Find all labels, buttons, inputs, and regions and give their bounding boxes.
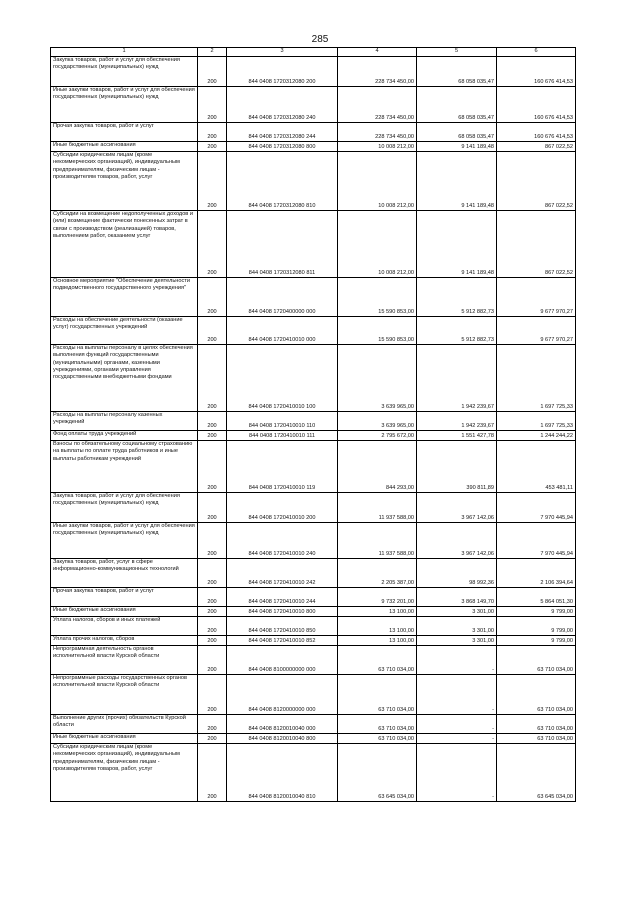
header-col-3: 3 [227, 48, 338, 57]
page-number: 285 [311, 34, 329, 45]
table-header-row [51, 48, 576, 57]
row-remaining-amount-cell: 7 970 445,94 [497, 523, 576, 559]
row-admin-code-cell: 200 [198, 123, 227, 142]
row-admin-code-cell: 200 [198, 617, 227, 636]
row-admin-code-cell: 200 [198, 142, 227, 152]
row-budget-code-cell: 844 0408 1720410010 244 [227, 588, 338, 607]
row-name-cell: Иные бюджетные ассигнования [51, 734, 198, 744]
table-row [51, 607, 576, 617]
row-name-cell: Иные закупки товаров, работ и услуг для обеспечения государственных (муниципальных) нужд [51, 523, 198, 559]
table-row [51, 646, 576, 675]
row-name-cell: Расходы на выплаты персоналу казенных учреждений [51, 412, 198, 431]
row-name-cell: Взносы по обязательному социальному страхованию на выплаты по оплате труда работников и иные выплаты работникам учреждений [51, 441, 198, 493]
row-budget-code-cell: 844 0408 1720410010 000 [227, 317, 338, 345]
row-name-cell: Расходы на обеспечение деятельности (оказание услуг) государственных учреждений [51, 317, 198, 345]
row-budget-code-cell: 844 0408 1720400000 000 [227, 278, 338, 317]
table-row [51, 211, 576, 278]
table-row [51, 87, 576, 123]
row-remaining-amount-cell: 9 799,00 [497, 636, 576, 646]
row-budget-code-cell: 844 0408 1720410010 200 [227, 493, 338, 523]
table-row [51, 734, 576, 744]
row-executed-amount-cell: 3 868 149,70 [417, 588, 497, 607]
row-admin-code-cell: 200 [198, 588, 227, 607]
row-name-cell: Закупка товаров, работ и услуг для обеспечения государственных (муниципальных) нужд [51, 493, 198, 523]
row-name-cell: Иные закупки товаров, работ и услуг для обеспечения государственных (муниципальных) нужд [51, 87, 198, 123]
table-row [51, 317, 576, 345]
row-executed-amount-cell: - [417, 715, 497, 734]
table-row [51, 715, 576, 734]
row-remaining-amount-cell: 9 677 970,27 [497, 278, 576, 317]
row-remaining-amount-cell: 1 697 725,33 [497, 412, 576, 431]
row-budget-code-cell: 844 0408 8120010040 000 [227, 715, 338, 734]
row-admin-code-cell: 200 [198, 636, 227, 646]
row-name-cell: Субсидии юридическим лицам (кроме некоммерческих организаций), индивидуальным предпринимателям, физическим лицам - производителям товаров, работ, услуг [51, 744, 198, 802]
row-remaining-amount-cell: 63 710 034,00 [497, 675, 576, 715]
table-row [51, 431, 576, 441]
row-executed-amount-cell: - [417, 646, 497, 675]
row-executed-amount-cell: 1 942 239,67 [417, 345, 497, 412]
row-remaining-amount-cell: 160 676 414,53 [497, 123, 576, 142]
row-executed-amount-cell: 9 141 189,48 [417, 152, 497, 211]
row-name-cell: Закупка товаров, работ и услуг для обеспечения государственных (муниципальных) нужд [51, 57, 198, 87]
row-admin-code-cell: 200 [198, 431, 227, 441]
row-budget-code-cell: 844 0408 1720312080 810 [227, 152, 338, 211]
table-row [51, 675, 576, 715]
row-budget-code-cell: 844 0408 1720410010 119 [227, 441, 338, 493]
row-executed-amount-cell: 68 058 035,47 [417, 123, 497, 142]
header-col-6: 6 [497, 48, 576, 57]
row-budget-code-cell: 844 0408 1720410010 850 [227, 617, 338, 636]
table-row [51, 744, 576, 802]
row-approved-amount-cell: 11 937 588,00 [338, 523, 417, 559]
row-remaining-amount-cell: 867 022,52 [497, 152, 576, 211]
row-budget-code-cell: 844 0408 1720312080 244 [227, 123, 338, 142]
table-row [51, 142, 576, 152]
table-row [51, 493, 576, 523]
row-budget-code-cell: 844 0408 8120010040 810 [227, 744, 338, 802]
row-admin-code-cell: 200 [198, 493, 227, 523]
row-budget-code-cell: 844 0408 1720312080 200 [227, 57, 338, 87]
row-admin-code-cell: 200 [198, 675, 227, 715]
row-executed-amount-cell: - [417, 675, 497, 715]
row-approved-amount-cell: 13 100,00 [338, 607, 417, 617]
row-executed-amount-cell: 68 058 035,47 [417, 57, 497, 87]
budget-execution-table [50, 47, 576, 802]
row-budget-code-cell: 844 0408 1720410010 800 [227, 607, 338, 617]
row-executed-amount-cell: 390 811,89 [417, 441, 497, 493]
row-remaining-amount-cell: 63 710 034,00 [497, 715, 576, 734]
row-budget-code-cell: 844 0408 1720312080 240 [227, 87, 338, 123]
row-name-cell: Непрограммная деятельность органов исполнительной власти Курской области [51, 646, 198, 675]
row-budget-code-cell: 844 0408 1720410010 100 [227, 345, 338, 412]
row-remaining-amount-cell: 9 677 970,27 [497, 317, 576, 345]
table-row [51, 152, 576, 211]
row-executed-amount-cell: 1 942 239,67 [417, 412, 497, 431]
row-admin-code-cell: 200 [198, 607, 227, 617]
row-budget-code-cell: 844 0408 1720410010 111 [227, 431, 338, 441]
row-approved-amount-cell: 3 639 965,00 [338, 412, 417, 431]
row-approved-amount-cell: 3 639 965,00 [338, 345, 417, 412]
table-row [51, 523, 576, 559]
row-remaining-amount-cell: 9 799,00 [497, 617, 576, 636]
table-row [51, 57, 576, 87]
row-approved-amount-cell: 63 645 034,00 [338, 744, 417, 802]
row-remaining-amount-cell: 160 676 414,53 [497, 87, 576, 123]
row-admin-code-cell: 200 [198, 646, 227, 675]
row-approved-amount-cell: 13 100,00 [338, 636, 417, 646]
row-admin-code-cell: 200 [198, 152, 227, 211]
row-name-cell: Уплата налогов, сборов и иных платежей [51, 617, 198, 636]
row-remaining-amount-cell: 63 645 034,00 [497, 744, 576, 802]
row-remaining-amount-cell: 9 799,00 [497, 607, 576, 617]
header-col-5: 5 [417, 48, 497, 57]
row-budget-code-cell: 844 0408 8120010040 800 [227, 734, 338, 744]
row-executed-amount-cell: - [417, 734, 497, 744]
row-approved-amount-cell: 10 008 212,00 [338, 142, 417, 152]
header-col-2: 2 [198, 48, 227, 57]
row-name-cell: Основное мероприятие "Обеспечение деятельности подведомственного государственного учреждения" [51, 278, 198, 317]
row-executed-amount-cell: 3 967 142,06 [417, 493, 497, 523]
row-approved-amount-cell: 63 710 034,00 [338, 675, 417, 715]
row-approved-amount-cell: 228 734 450,00 [338, 57, 417, 87]
table-row [51, 588, 576, 607]
row-approved-amount-cell: 15 590 853,00 [338, 278, 417, 317]
row-budget-code-cell: 844 0408 8100000000 000 [227, 646, 338, 675]
row-approved-amount-cell: 844 293,00 [338, 441, 417, 493]
row-executed-amount-cell: - [417, 744, 497, 802]
row-remaining-amount-cell: 1 697 725,33 [497, 345, 576, 412]
row-remaining-amount-cell: 7 970 445,94 [497, 493, 576, 523]
row-remaining-amount-cell: 453 481,11 [497, 441, 576, 493]
row-approved-amount-cell: 63 710 034,00 [338, 734, 417, 744]
row-executed-amount-cell: 3 301,00 [417, 636, 497, 646]
row-name-cell: Уплата прочих налогов, сборов [51, 636, 198, 646]
row-admin-code-cell: 200 [198, 278, 227, 317]
row-approved-amount-cell: 13 100,00 [338, 617, 417, 636]
row-name-cell: Иные бюджетные ассигнования [51, 142, 198, 152]
row-approved-amount-cell: 63 710 034,00 [338, 646, 417, 675]
header-col-1: 1 [51, 48, 198, 57]
row-approved-amount-cell: 2 205 387,00 [338, 559, 417, 588]
row-admin-code-cell: 200 [198, 412, 227, 431]
row-remaining-amount-cell: 63 710 034,00 [497, 646, 576, 675]
row-budget-code-cell: 844 0408 1720312080 800 [227, 142, 338, 152]
table-row [51, 278, 576, 317]
row-executed-amount-cell: 9 141 189,48 [417, 211, 497, 278]
row-remaining-amount-cell: 63 710 034,00 [497, 734, 576, 744]
row-executed-amount-cell: 98 992,36 [417, 559, 497, 588]
row-budget-code-cell: 844 0408 1720410010 110 [227, 412, 338, 431]
row-approved-amount-cell: 2 795 672,00 [338, 431, 417, 441]
row-executed-amount-cell: 9 141 189,48 [417, 142, 497, 152]
row-admin-code-cell: 200 [198, 744, 227, 802]
table-row [51, 617, 576, 636]
row-approved-amount-cell: 228 734 450,00 [338, 87, 417, 123]
row-name-cell: Прочая закупка товаров, работ и услуг [51, 588, 198, 607]
row-remaining-amount-cell: 160 676 414,53 [497, 57, 576, 87]
row-executed-amount-cell: 1 551 427,78 [417, 431, 497, 441]
row-admin-code-cell: 200 [198, 441, 227, 493]
row-approved-amount-cell: 10 008 212,00 [338, 152, 417, 211]
row-admin-code-cell: 200 [198, 734, 227, 744]
row-name-cell: Фонд оплаты труда учреждений [51, 431, 198, 441]
row-executed-amount-cell: 68 058 035,47 [417, 87, 497, 123]
row-approved-amount-cell: 10 008 212,00 [338, 211, 417, 278]
row-remaining-amount-cell: 867 022,52 [497, 142, 576, 152]
table-row [51, 412, 576, 431]
row-executed-amount-cell: 3 301,00 [417, 607, 497, 617]
row-budget-code-cell: 844 0408 1720312080 811 [227, 211, 338, 278]
table-row [51, 636, 576, 646]
row-approved-amount-cell: 228 734 450,00 [338, 123, 417, 142]
header-col-4: 4 [338, 48, 417, 57]
row-admin-code-cell: 200 [198, 211, 227, 278]
row-approved-amount-cell: 9 732 201,00 [338, 588, 417, 607]
row-name-cell: Выполнение других (прочих) обязательств Курской области [51, 715, 198, 734]
row-approved-amount-cell: 15 590 853,00 [338, 317, 417, 345]
row-budget-code-cell: 844 0408 1720410010 242 [227, 559, 338, 588]
row-name-cell: Прочая закупка товаров, работ и услуг [51, 123, 198, 142]
row-admin-code-cell: 200 [198, 317, 227, 345]
row-name-cell: Непрограммные расходы государственных органов исполнительной власти Курской области [51, 675, 198, 715]
row-remaining-amount-cell: 2 106 394,64 [497, 559, 576, 588]
row-budget-code-cell: 844 0408 1720410010 240 [227, 523, 338, 559]
row-name-cell: Иные бюджетные ассигнования [51, 607, 198, 617]
row-remaining-amount-cell: 5 864 051,30 [497, 588, 576, 607]
row-name-cell: Закупка товаров, работ, услуг в сфере информационно-коммуникационных технологий [51, 559, 198, 588]
table-row [51, 123, 576, 142]
row-admin-code-cell: 200 [198, 87, 227, 123]
row-executed-amount-cell: 5 912 882,73 [417, 278, 497, 317]
row-admin-code-cell: 200 [198, 57, 227, 87]
row-remaining-amount-cell: 1 244 244,22 [497, 431, 576, 441]
row-admin-code-cell: 200 [198, 345, 227, 412]
row-name-cell: Субсидии юридическим лицам (кроме некоммерческих организаций), индивидуальным предпринимателям, физическим лицам - производителям товаров, работ, услуг [51, 152, 198, 211]
table-row [51, 559, 576, 588]
row-name-cell: Расходы на выплаты персоналу в целях обеспечения выполнения функций государственными (муниципальными) органами, казенными учреждениями, органами управления государственными внебюджетными фондами [51, 345, 198, 412]
row-name-cell: Субсидии на возмещение недополученных доходов и (или) возмещение фактически понесенных затрат в связи с производством (реализацией) товаров, выполнением работ, оказанием услуг [51, 211, 198, 278]
row-executed-amount-cell: 3 301,00 [417, 617, 497, 636]
row-budget-code-cell: 844 0408 8120000000 000 [227, 675, 338, 715]
row-admin-code-cell: 200 [198, 559, 227, 588]
row-budget-code-cell: 844 0408 1720410010 852 [227, 636, 338, 646]
row-admin-code-cell: 200 [198, 715, 227, 734]
row-approved-amount-cell: 63 710 034,00 [338, 715, 417, 734]
table-row [51, 345, 576, 412]
row-remaining-amount-cell: 867 022,52 [497, 211, 576, 278]
row-executed-amount-cell: 3 967 142,06 [417, 523, 497, 559]
row-executed-amount-cell: 5 912 882,73 [417, 317, 497, 345]
row-admin-code-cell: 200 [198, 523, 227, 559]
table-row [51, 441, 576, 493]
row-approved-amount-cell: 11 937 588,00 [338, 493, 417, 523]
